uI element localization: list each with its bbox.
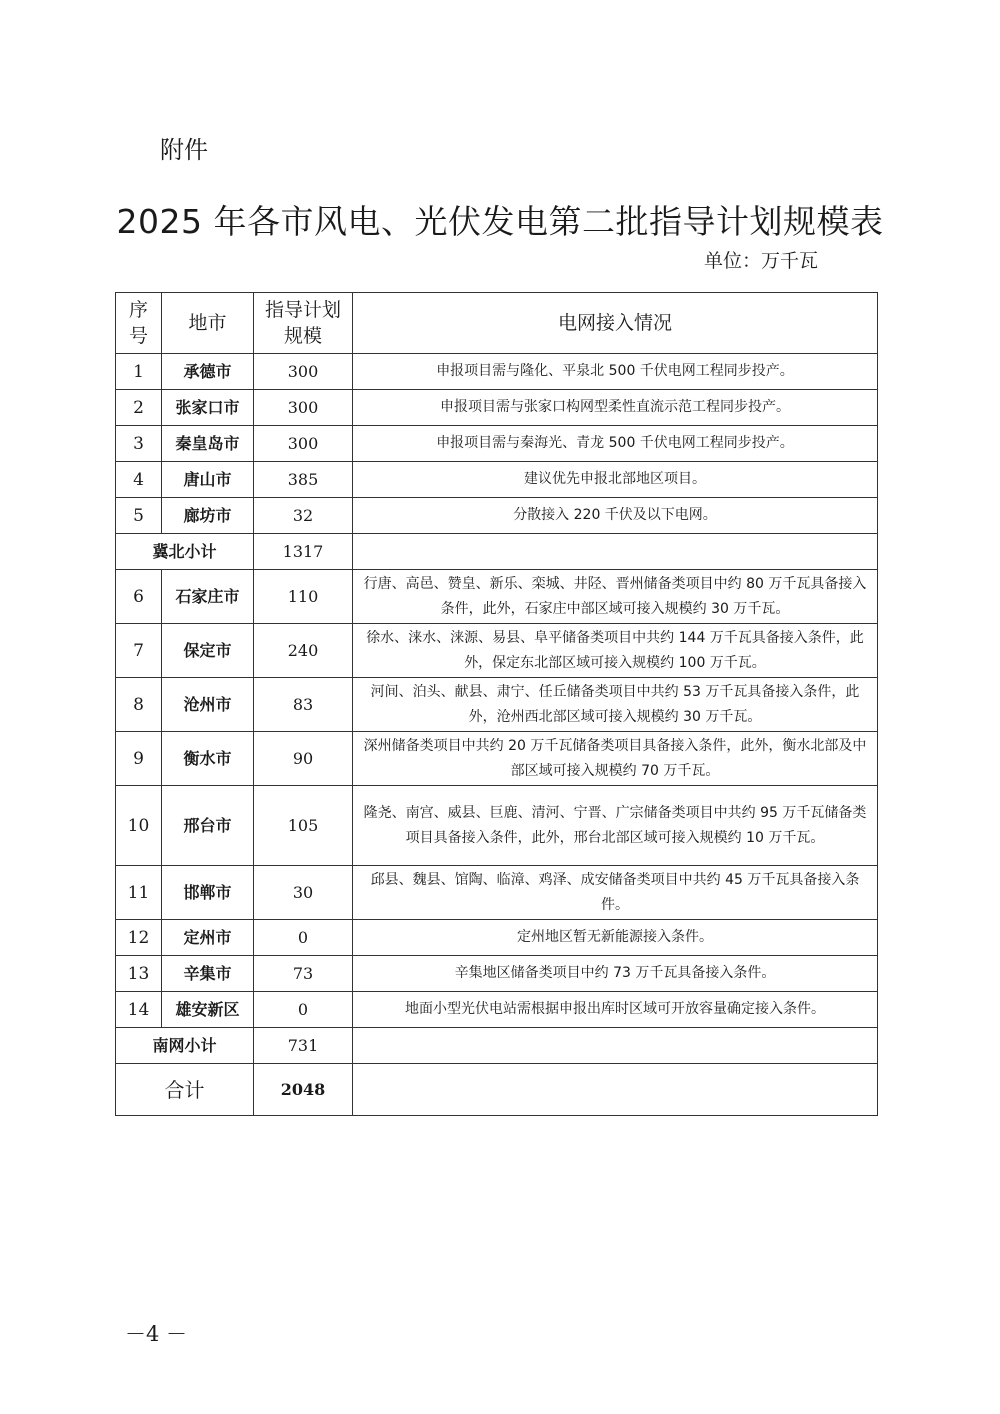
row-grid-note: 辛集地区储备类项目中约 73 万千瓦具备接入条件。 [353,956,878,992]
row-scale: 0 [254,992,353,1028]
row-scale: 110 [254,570,353,624]
header-grid: 电网接入情况 [353,293,878,354]
table-row [116,992,878,1028]
row-scale: 105 [254,786,353,866]
table-row [116,624,878,678]
page-number: －4 － [125,1322,188,1346]
row-scale: 300 [254,390,353,426]
row-index: 10 [116,786,162,866]
table-row [116,462,878,498]
row-grid-note: 建议优先申报北部地区项目。 [353,462,878,498]
row-grid-note: 深州储备类项目中共约 20 万千瓦储备类项目具备接入条件，此外，衡水北部及中部区域可接入规模约 70 万千瓦。 [353,732,878,786]
row-grid-note: 徐水、涞水、涞源、易县、阜平储备类项目中共约 144 万千瓦具备接入条件，此外，保定东北部区域可接入规模约 100 万千瓦。 [353,624,878,678]
table-row [116,956,878,992]
header-city: 地市 [162,293,254,354]
row-index: 12 [116,920,162,956]
table-row [116,866,878,920]
row-city: 雄安新区 [162,992,254,1028]
row-scale: 300 [254,426,353,462]
row-scale: 240 [254,624,353,678]
row-city: 邢台市 [162,786,254,866]
row-scale: 73 [254,956,353,992]
table-body [116,354,878,1116]
south-subtotal-row-label: 南网小计 [116,1028,254,1064]
table-row [116,920,878,956]
row-grid-note: 河间、泊头、献县、肃宁、任丘储备类项目中共约 53 万千瓦具备接入条件，此外，沧州西北部区域可接入规模约 30 万千瓦。 [353,678,878,732]
row-index: 3 [116,426,162,462]
row-index: 1 [116,354,162,390]
row-index: 6 [116,570,162,624]
row-city: 承德市 [162,354,254,390]
total-row [116,1064,878,1116]
row-city: 沧州市 [162,678,254,732]
row-city: 辛集市 [162,956,254,992]
row-city: 定州市 [162,920,254,956]
row-grid-note: 分散接入 220 千伏及以下电网。 [353,498,878,534]
north-subtotal-row [116,534,878,570]
table-row [116,732,878,786]
table-header-row [116,293,878,354]
row-grid-note: 行唐、高邑、赞皇、新乐、栾城、井陉、晋州储备类项目中约 80 万千瓦具备接入条件，此外，石家庄中部区域可接入规模约 30 万千瓦。 [353,570,878,624]
row-scale: 0 [254,920,353,956]
row-grid-note: 邱县、魏县、馆陶、临漳、鸡泽、成安储备类项目中共约 45 万千瓦具备接入条件。 [353,866,878,920]
row-index: 11 [116,866,162,920]
row-city: 张家口市 [162,390,254,426]
row-grid-note: 申报项目需与秦海光、青龙 500 千伏电网工程同步投产。 [353,426,878,462]
table-row [116,426,878,462]
row-grid-note: 地面小型光伏电站需根据申报出库时区域可开放容量确定接入条件。 [353,992,878,1028]
table-row [116,786,878,866]
north-subtotal-row-value: 1317 [254,534,353,570]
row-grid-note: 申报项目需与隆化、平泉北 500 千伏电网工程同步投产。 [353,354,878,390]
row-scale: 90 [254,732,353,786]
row-scale: 83 [254,678,353,732]
table-row [116,678,878,732]
header-scale: 指导计划规模 [254,293,353,354]
row-index: 9 [116,732,162,786]
row-index: 13 [116,956,162,992]
row-scale: 32 [254,498,353,534]
row-index: 8 [116,678,162,732]
row-index: 2 [116,390,162,426]
row-index: 4 [116,462,162,498]
north-subtotal-row-empty [353,534,878,570]
table-row [116,354,878,390]
total-row-empty [353,1064,878,1116]
row-grid-note: 申报项目需与张家口构网型柔性直流示范工程同步投产。 [353,390,878,426]
row-scale: 300 [254,354,353,390]
table-row [116,498,878,534]
row-grid-note: 定州地区暂无新能源接入条件。 [353,920,878,956]
south-subtotal-row-value: 731 [254,1028,353,1064]
table-row [116,390,878,426]
south-subtotal-row-empty [353,1028,878,1064]
row-index: 5 [116,498,162,534]
total-row-value: 2048 [254,1064,353,1116]
south-subtotal-row [116,1028,878,1064]
attachment-label: 附件 [160,136,208,164]
row-city: 廊坊市 [162,498,254,534]
row-city: 保定市 [162,624,254,678]
row-city: 邯郸市 [162,866,254,920]
header-index: 序号 [116,293,162,354]
row-scale: 385 [254,462,353,498]
table-row [116,570,878,624]
row-city: 唐山市 [162,462,254,498]
plan-scale-table [115,292,878,1116]
unit-label: 单位：万千瓦 [704,250,819,272]
document-title: 2025 年各市风电、光伏发电第二批指导计划规模表 [116,202,884,241]
row-index: 7 [116,624,162,678]
total-row-label: 合计 [116,1064,254,1116]
row-scale: 30 [254,866,353,920]
row-city: 石家庄市 [162,570,254,624]
row-city: 衡水市 [162,732,254,786]
north-subtotal-row-label: 冀北小计 [116,534,254,570]
row-index: 14 [116,992,162,1028]
row-grid-note: 隆尧、南宫、威县、巨鹿、清河、宁晋、广宗储备类项目中共约 95 万千瓦储备类项目具备接入条件，此外，邢台北部区域可接入规模约 10 万千瓦。 [353,786,878,866]
row-city: 秦皇岛市 [162,426,254,462]
